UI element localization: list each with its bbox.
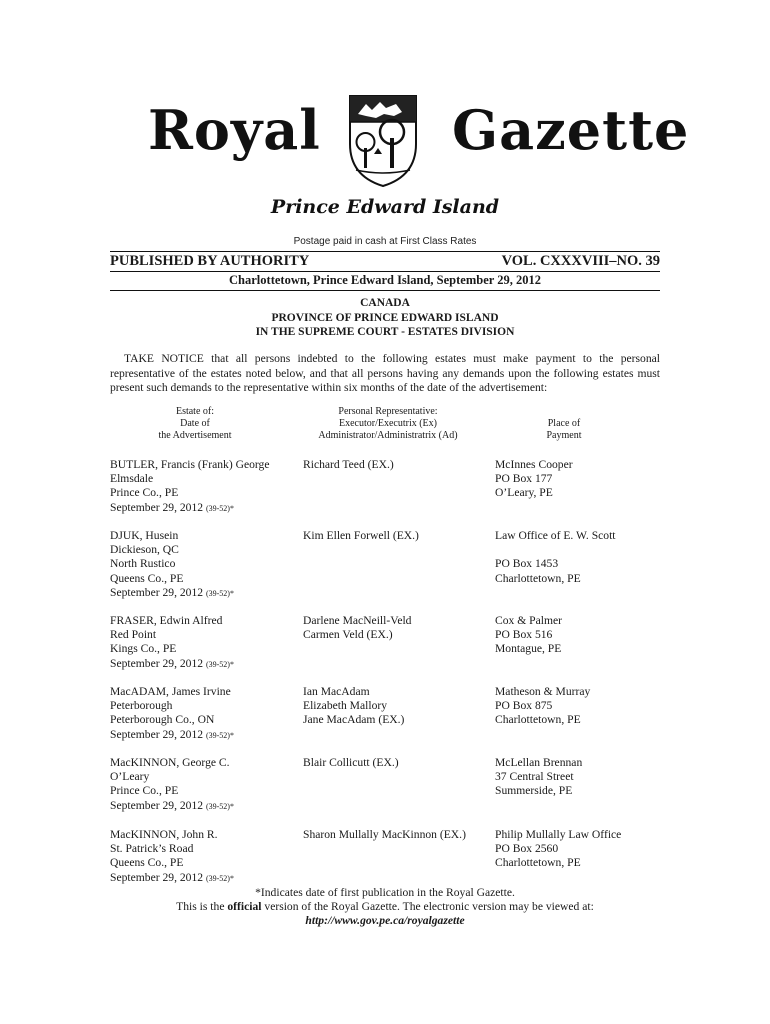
place-line: McInnes Cooper <box>495 458 573 471</box>
estate-date <box>110 501 300 516</box>
rule-divider <box>110 251 660 252</box>
estate-line: Red Point <box>110 628 157 642</box>
notice-paragraph: TAKE NOTICE that all persons indebted to the following estates must make payment to the personal representative of the estates noted below, and that all persons having any demands upon the following estates must present such demands to the representative within six months of the date of the advertisement: <box>110 352 660 394</box>
estate-date <box>110 657 300 672</box>
place-line: Charlottetown, PE <box>495 713 581 727</box>
column-header-place <box>494 418 634 442</box>
representative-name: Sharon Mullally MacKinnon (EX.) <box>303 828 466 841</box>
estate-date <box>110 799 300 814</box>
representative-name: Darlene MacNeill-Veld <box>303 614 412 627</box>
place-column <box>495 614 675 657</box>
date-text: September 29, 2012 <box>110 798 204 812</box>
publication-code: (39-52)* <box>205 503 234 513</box>
column-header-line: Place of <box>547 418 581 429</box>
volume-number: VOL. CXXXVIII–NO. 39 <box>501 253 660 269</box>
estate-line: Dickieson, QC <box>110 543 179 557</box>
column-header-line: Payment <box>546 430 582 441</box>
notice-headings <box>0 296 770 340</box>
pei-coat-of-arms-icon <box>344 92 422 188</box>
representative-name: Elizabeth Mallory <box>303 699 388 713</box>
masthead-title-left: Royal <box>148 98 321 162</box>
estate-name: MacKINNON, George C. <box>110 756 230 769</box>
place-line: Montague, PE <box>495 642 562 656</box>
column-header-estate <box>130 406 260 442</box>
place-line: Cox & Palmer <box>495 614 562 627</box>
published-by-authority: PUBLISHED BY AUTHORITY <box>110 253 310 269</box>
masthead-subtitle: Prince Edward Island <box>270 196 500 218</box>
publication-code: (39-52)* <box>205 801 234 811</box>
place-line: PO Box 2560 <box>495 842 559 856</box>
dateline: Charlottetown, Prince Edward Island, September 29, 2012 <box>229 273 541 287</box>
estate-column <box>110 828 300 886</box>
column-header-representative <box>298 406 478 442</box>
representative-column <box>303 529 498 543</box>
publication-row <box>110 253 660 271</box>
date-text: September 29, 2012 <box>110 870 204 884</box>
date-text: September 29, 2012 <box>110 727 204 741</box>
estate-date <box>110 728 300 743</box>
place-line: Philip Mullally Law Office <box>495 828 622 841</box>
representative-name: Carmen Veld (EX.) <box>303 628 393 642</box>
representative-name: Kim Ellen Forwell (EX.) <box>303 529 419 542</box>
column-header-line: Date of <box>180 418 210 429</box>
estate-name: FRASER, Edwin Alfred <box>110 614 223 627</box>
place-column <box>495 828 675 871</box>
column-header-line: Executor/Executrix (Ex) <box>338 418 437 429</box>
representative-name: Richard Teed (EX.) <box>303 458 394 471</box>
heading-province: PROVINCE OF PRINCE EDWARD ISLAND <box>271 311 499 324</box>
representative-name: Ian MacAdam <box>303 685 370 698</box>
postage-note: Postage paid in cash at First Class Rates <box>293 236 477 247</box>
column-header-line: Administrator/Administratrix (Ad) <box>318 430 458 441</box>
place-column <box>495 529 675 586</box>
estate-line: O’Leary <box>110 770 150 784</box>
representative-name: Jane MacAdam (EX.) <box>303 713 405 727</box>
estate-name: MacADAM, James Irvine <box>110 685 231 698</box>
estate-line: North Rustico <box>110 557 176 571</box>
representative-column <box>303 685 498 728</box>
estate-column <box>110 614 300 672</box>
estate-name: MacKINNON, John R. <box>110 828 218 841</box>
estate-line: Kings Co., PE <box>110 642 177 656</box>
representative-column <box>303 756 498 770</box>
heading-country: CANADA <box>360 297 410 309</box>
estate-column <box>110 529 300 601</box>
asterisk-note: *Indicates date of first publication in the Royal Gazette. <box>255 886 515 899</box>
place-line: 37 Central Street <box>495 770 574 784</box>
place-line: PO Box 875 <box>495 699 553 713</box>
masthead <box>0 92 770 192</box>
date-text: September 29, 2012 <box>110 656 204 670</box>
estate-line: Prince Co., PE <box>110 486 179 500</box>
place-line <box>495 543 675 557</box>
place-line: Charlottetown, PE <box>495 571 581 585</box>
column-header-line: Personal Representative: <box>338 406 438 417</box>
estate-line: Prince Co., PE <box>110 784 179 798</box>
rule-divider <box>110 290 660 291</box>
masthead-title-right: Gazette <box>452 98 690 162</box>
column-header-line: Estate of: <box>175 406 215 417</box>
representative-name: Blair Collicutt (EX.) <box>303 756 399 769</box>
column-header-line: the Advertisement <box>158 430 232 441</box>
publication-code: (39-52)* <box>205 659 234 669</box>
place-line: PO Box 1453 <box>495 557 559 571</box>
representative-column <box>303 614 498 642</box>
official-note-text: This is the <box>176 900 228 913</box>
place-line: Matheson & Murray <box>495 685 591 698</box>
date-text: September 29, 2012 <box>110 500 204 514</box>
place-line: Charlottetown, PE <box>495 856 581 870</box>
estate-name: BUTLER, Francis (Frank) George <box>110 458 270 471</box>
estate-line: Elmsdale <box>110 472 154 486</box>
estate-line: Peterborough Co., ON <box>110 713 215 727</box>
estate-line: Peterborough <box>110 699 173 713</box>
publication-code: (39-52)* <box>205 730 234 740</box>
place-line: McLellan Brennan <box>495 756 583 769</box>
estate-column <box>110 756 300 814</box>
official-word: official <box>227 900 262 913</box>
place-line: Summerside, PE <box>495 784 573 798</box>
heading-court: IN THE SUPREME COURT - ESTATES DIVISION <box>255 326 515 338</box>
place-line: PO Box 177 <box>495 472 553 486</box>
estate-column <box>110 458 300 516</box>
estate-date <box>110 871 300 886</box>
place-column <box>495 685 675 728</box>
footer <box>0 886 770 928</box>
place-line: PO Box 516 <box>495 628 553 642</box>
estate-line: Queens Co., PE <box>110 856 184 870</box>
date-text: September 29, 2012 <box>110 585 204 599</box>
gazette-url-link[interactable]: http://www.gov.pe.ca/royalgazette <box>305 914 465 927</box>
place-column <box>495 458 675 501</box>
publication-code: (39-52)* <box>205 588 234 598</box>
place-line: Law Office of E. W. Scott <box>495 529 616 542</box>
place-line: O’Leary, PE <box>495 486 553 500</box>
estate-date <box>110 586 300 601</box>
official-version-note <box>0 900 770 914</box>
publication-code: (39-52)* <box>205 873 234 883</box>
rule-divider <box>110 271 660 272</box>
estate-line: St. Patrick’s Road <box>110 842 194 856</box>
place-column <box>495 756 675 799</box>
representative-column <box>303 828 498 842</box>
estate-line: Queens Co., PE <box>110 571 184 585</box>
estate-name: DJUK, Husein <box>110 529 179 542</box>
estate-column <box>110 685 300 743</box>
representative-column <box>303 458 498 472</box>
official-note-text: version of the Royal Gazette. The electronic version may be viewed at: <box>261 900 594 913</box>
